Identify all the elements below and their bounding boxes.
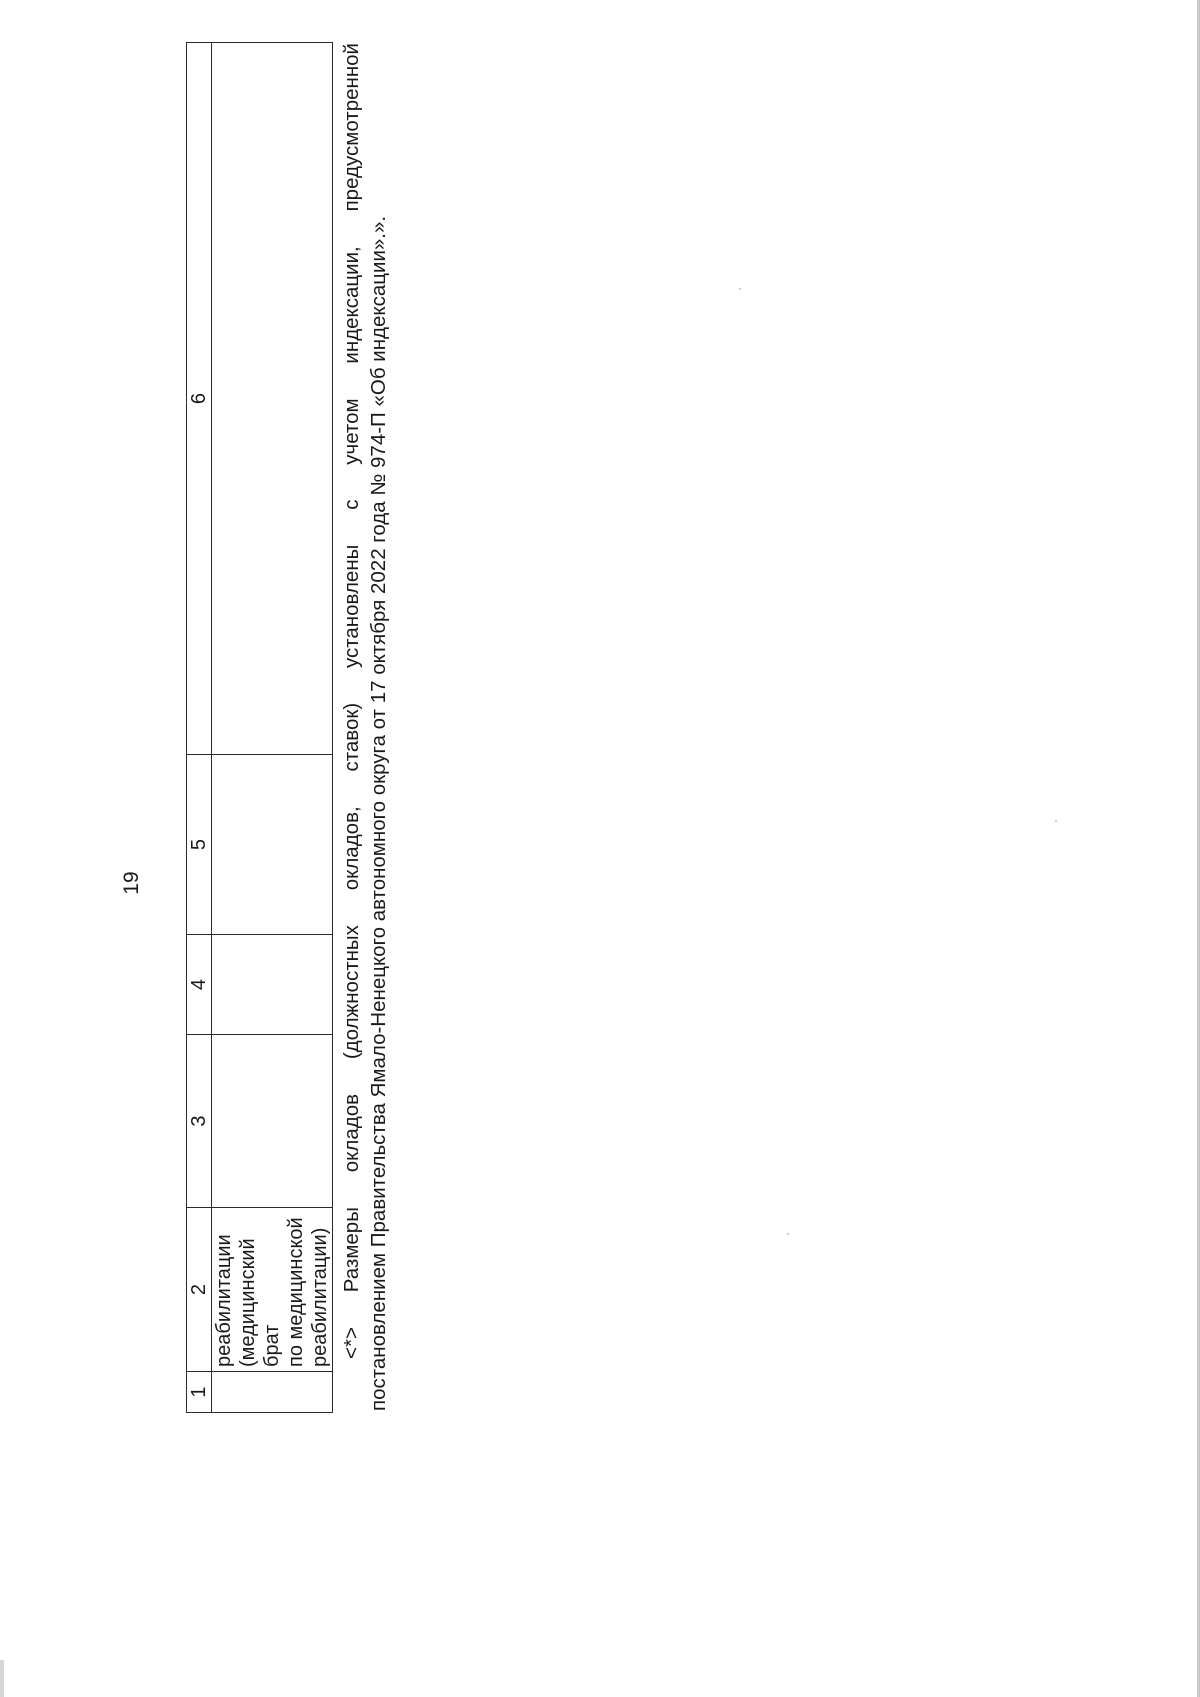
- column-header: 3: [187, 1035, 212, 1208]
- table-cell: [212, 1372, 333, 1413]
- rotated-page-content: [120, 43, 460, 1573]
- column-header: 1: [187, 1372, 212, 1413]
- document-table: [186, 42, 333, 1413]
- scan-speck: [739, 288, 741, 290]
- footnote-line-2: постановлением Правительства Ямало-Ненецкого автономного округа от 17 октября 2022 года № 974-П «Об индексации».».: [367, 215, 390, 1411]
- scan-speck: [787, 1233, 789, 1235]
- page-number: 19: [120, 871, 143, 895]
- column-header: 6: [187, 43, 212, 755]
- table-cell: [212, 43, 333, 755]
- table-header-row: [187, 43, 212, 1413]
- table-cell: [212, 755, 333, 935]
- column-header: 4: [187, 935, 212, 1035]
- table-row: [212, 43, 333, 1413]
- position-name: реабилитации (медицинский брат по медицинской реабилитации): [213, 1217, 331, 1367]
- scan-edge-left: [0, 1660, 4, 1697]
- table-cell: [212, 935, 333, 1035]
- table-cell: [212, 1208, 333, 1372]
- column-header: 2: [187, 1208, 212, 1372]
- footnote-line-1: <*> Размеры окладов (должностных окладов, ставок) установлены с учетом индексации, предусмотренной: [340, 43, 363, 1359]
- table-cell: [212, 1035, 333, 1208]
- scan-speck: [1055, 820, 1057, 822]
- footnote: [338, 43, 392, 1411]
- column-header: 5: [187, 755, 212, 935]
